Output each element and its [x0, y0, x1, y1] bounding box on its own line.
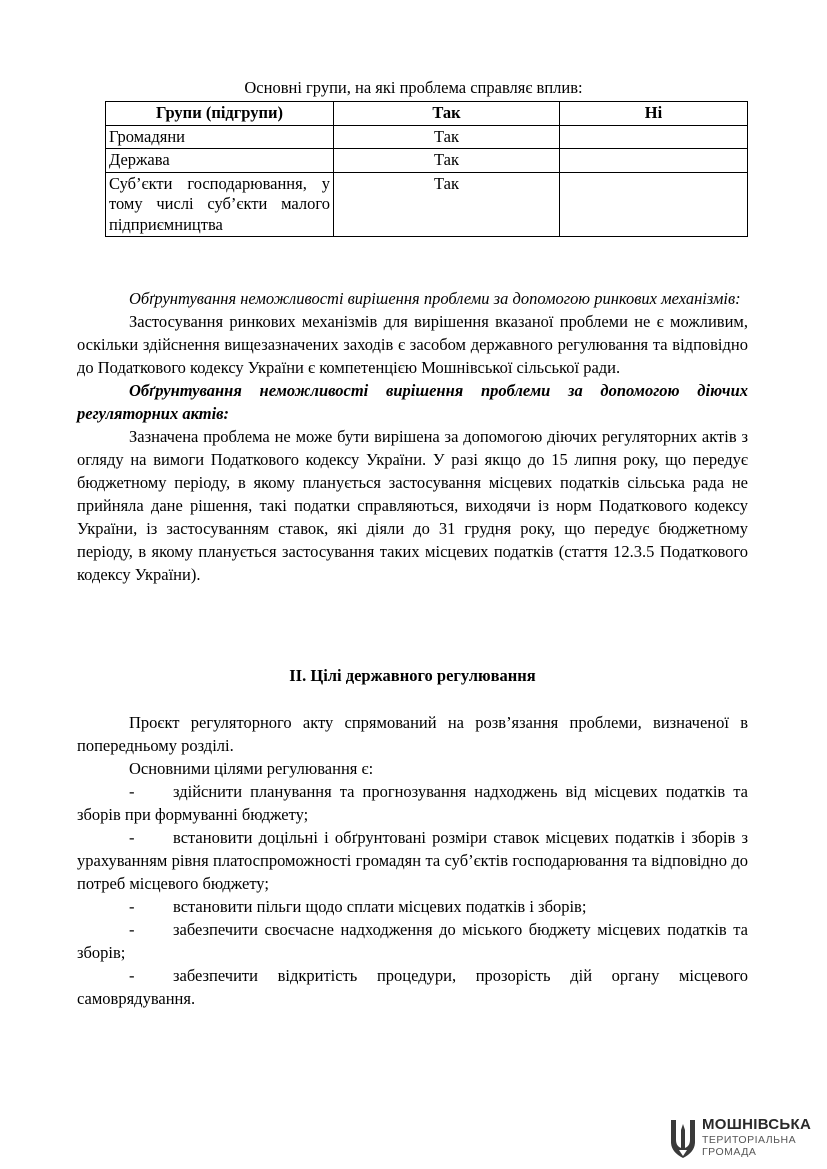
- yes-cell: Так: [334, 125, 560, 149]
- section2-heading: ІІ. Цілі державного регулювання: [289, 666, 536, 685]
- bullet-dash: -: [129, 782, 135, 801]
- no-cell: [560, 172, 748, 237]
- bullet-dash: -: [129, 966, 135, 985]
- trident-emblem-icon: [668, 1116, 698, 1160]
- table-caption: Основні групи, на які проблема справляє вплив:: [244, 78, 583, 97]
- group-cell: Держава: [106, 149, 334, 173]
- goals-lead: Основними цілями регулювання є:: [129, 759, 374, 778]
- affected-groups-table: [105, 101, 748, 237]
- bullet-dash: -: [129, 920, 135, 939]
- section1-body: [77, 287, 748, 586]
- section2-heading-block: [77, 664, 748, 687]
- yes-cell: Так: [334, 172, 560, 237]
- regulatory-acts-title: Обґрунтування неможливості вирішення проблеми за допомогою діючих регуляторних актів:: [77, 381, 748, 423]
- header-yes: Так: [334, 102, 560, 126]
- community-logo: [668, 1114, 818, 1162]
- goal-text: встановити доцільні і обґрунтовані розміри ставок місцевих податків і зборів з урахуванням рівня платоспроможності громадян та суб’єктів господарювання та відповідно до потреб місцевого бюджету;: [77, 828, 748, 893]
- table-header-row: [106, 102, 748, 126]
- bullet-dash: -: [129, 897, 135, 916]
- table-row: [106, 172, 748, 237]
- group-cell: Громадяни: [106, 125, 334, 149]
- header-groups: Групи (підгрупи): [106, 102, 334, 126]
- no-cell: [560, 125, 748, 149]
- group-cell: Суб’єкти господарювання, у тому числі суб’єкти малого підприємництва: [106, 172, 334, 237]
- goal-item: [77, 826, 748, 895]
- section2-body: [77, 711, 748, 1010]
- table-row: [106, 149, 748, 173]
- goal-item: [77, 918, 748, 964]
- market-mechanisms-text: Застосування ринкових механізмів для вирішення вказаної проблеми не є можливим, оскільки здійснення вищезазначених заходів є засобом державного регулювання та відповідно до Податкового кодексу України є компетенцією Мошнівської сільської ради.: [77, 312, 748, 377]
- goal-text: забезпечити відкритість процедури, прозорість дій органу місцевого самоврядування.: [77, 966, 748, 1008]
- no-cell: [560, 149, 748, 173]
- goal-item: [77, 964, 748, 1010]
- table-row: [106, 125, 748, 149]
- yes-cell: Так: [334, 149, 560, 173]
- logo-line-3: ГРОМАДА: [702, 1146, 757, 1158]
- goal-text: встановити пільги щодо сплати місцевих податків і зборів;: [173, 897, 587, 916]
- market-mechanisms-title: Обґрунтування неможливості вирішення проблеми за допомогою ринкових механізмів:: [129, 289, 741, 308]
- goal-text: здійснити планування та прогнозування надходжень від місцевих податків та зборів при формуванні бюджету;: [77, 782, 748, 824]
- logo-line-2: ТЕРИТОРІАЛЬНА: [702, 1134, 797, 1146]
- goal-item: [77, 895, 748, 918]
- bullet-dash: -: [129, 828, 135, 847]
- goal-text: забезпечити своєчасне надходження до міського бюджету місцевих податків та зборів;: [77, 920, 748, 962]
- section2-intro: Проєкт регуляторного акту спрямований на розв’язання проблеми, визначеної в попередньому розділі.: [77, 713, 748, 755]
- regulatory-acts-text: Зазначена проблема не може бути вирішена за допомогою діючих регуляторних актів з огляду на вимоги Податкового кодексу України. У разі якщо до 15 липня року, що передує бюджетному періоду, в якому планується застосування місцевих податків сільська рада не прийняла дане рішення, такі податки справляються, виходячи із норм Податкового кодексу України, із застосуванням ставок, які діяли до 31 грудня року, що передує бюджетному періоду, в якому планується застосування таких місцевих податків (стаття 12.3.5 Податкового кодексу України).: [77, 427, 748, 584]
- header-no: Ні: [560, 102, 748, 126]
- logo-line-1: МОШНІВСЬКА: [702, 1116, 812, 1133]
- goal-item: [77, 780, 748, 826]
